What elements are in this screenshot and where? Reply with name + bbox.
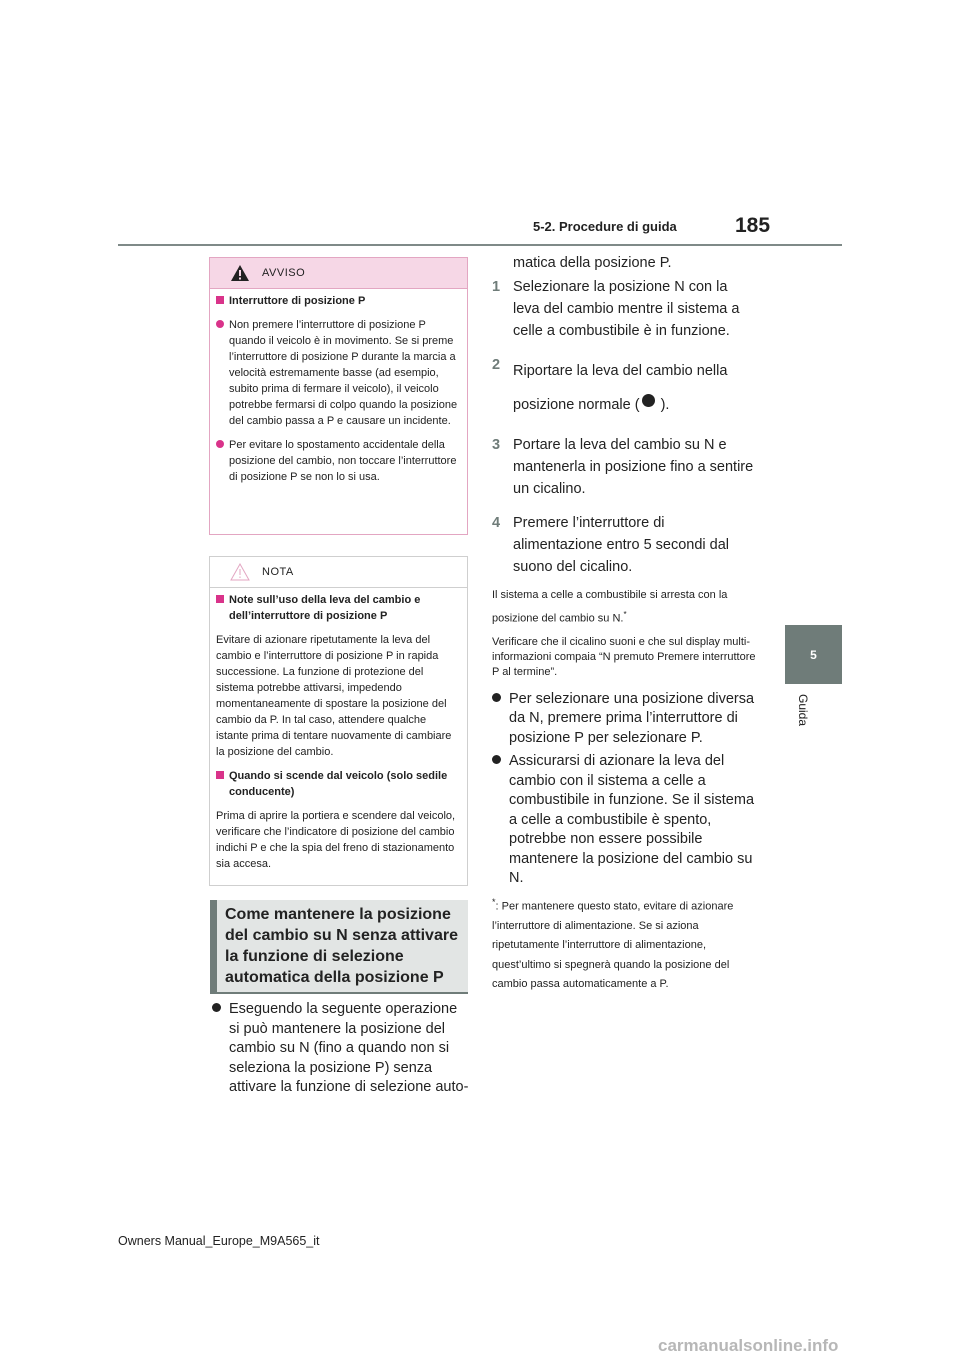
warning-heading: Interruttore di posizione P: [216, 293, 461, 309]
page-number: 185: [735, 214, 771, 237]
square-bullet-icon: [216, 296, 224, 304]
watermark: carmanualsonline.info: [658, 1336, 839, 1355]
right-bullet: Per selezionare una posizione diversa da N, premere prima l’interruttore di posizione P per selezionare P.: [492, 690, 757, 749]
note-box-header: [210, 557, 467, 588]
step-4: 4 Premere l’interruttore di alimentazione entro 5 secondi dal suono del cicalino.: [492, 515, 730, 575]
square-bullet-icon: [216, 771, 224, 779]
home-position-icon: [642, 394, 655, 407]
right-bullet: Assicurarsi di azionare la leva del cambio con il sistema a celle a combustibile in funzione. Se il sistema a celle a combustibile è spento, potrebbe non essere possibile mantenere la posizione del cambio su N.: [492, 752, 757, 889]
bullet-dot-icon: [492, 693, 501, 702]
bullet-dot-icon: [212, 1003, 221, 1012]
warning-title: AVVISO: [262, 267, 306, 279]
note-box: [209, 556, 468, 886]
note-text: Evitare di azionare ripetutamente la leva del cambio e l’interruttore di posizione P in rapida successione. La funzione di protezione del sistema potrebbe attivarsi, impedendo momentaneamente di spostare la posizione del cambio da P. In tal caso, attendere qualche istante prima di tentare nuovamente di cambiare la posizione del cambio.: [216, 634, 452, 758]
footnote: *: Per mantenere questo stato, evitare di azionare l’interruttore di alimentazione. Se si aziona ripetutamente l’interruttore di alimentazione, quest’ultimo si spegnerà quando la posizione del cambio passa automaticamente a P.: [492, 896, 734, 991]
header-rule: [118, 244, 842, 246]
warning-triangle-icon: [230, 264, 250, 282]
section-heading: [210, 900, 468, 994]
footer-text: Owners Manual_Europe_M9A565_it: [118, 1234, 320, 1248]
info-text: Il sistema a celle a combustibile si arresta con la posizione del cambio su N.*: [492, 589, 728, 625]
note-heading: Note sull’uso della leva del cambio e dell’interruttore di posizione P: [216, 592, 461, 624]
circle-bullet-icon: [216, 320, 224, 328]
square-bullet-icon: [216, 595, 224, 603]
bullet-dot-icon: [492, 755, 501, 764]
info-text: Verificare che il cicalino suoni e che sul display multi-informazioni compaia “N premuto Premere interruttore P al termine”.: [492, 635, 756, 678]
step-1: 1 Selezionare la posizione N con la leva del cambio mentre il sistema a celle a combustibile è in funzione.: [492, 279, 740, 339]
note-title: NOTA: [262, 566, 294, 578]
left-bullet: [212, 1000, 470, 1098]
chapter-number: 5: [810, 647, 817, 662]
chapter-label: Guida: [796, 694, 810, 727]
note-heading: Quando si scende dal veicolo (solo sedile conducente): [216, 768, 461, 800]
left-bullet-text: Eseguendo la seguente operazione si può mantenere la posizione del cambio su N (fino a quando non si seleziona la posizione P) senza attivare la funzione di selezione auto-: [229, 1001, 469, 1095]
chapter-tab: [785, 625, 842, 684]
note-text: Prima di aprire la portiera e scendere dal veicolo, verificare che l’indicatore di posizione del cambio indichi P e che la spia del freno di stazionamento sia accesa.: [216, 810, 456, 870]
continuation-text: matica della posizione P.: [513, 255, 672, 271]
right-column: [492, 252, 757, 995]
section-heading-text: Come mantenere la posizione del cambio su N senza attivare la funzione di selezione automatica della posizione P: [225, 906, 458, 986]
warning-box: [209, 257, 468, 535]
warning-box-header: [210, 258, 467, 289]
section-title: 5-2. Procedure di guida: [533, 219, 677, 234]
warning-item: Per evitare lo spostamento accidentale della posizione del cambio, non toccare l’interruttore di posizione P se non lo si usa.: [216, 437, 461, 485]
step-3: 3 Portare la leva del cambio su N e mantenerla in posizione fino a sentire un cicalino.: [492, 437, 754, 497]
warning-item: Non premere l’interruttore di posizione P quando il veicolo è in movimento. Se si preme l’interruttore di posizione P durante la marcia a velocità estremamente basse (ad esempio, subito prima di fermare il veicolo), il veicolo potrebbe fermarsi di colpo quando la posizione del cambio passa a P e causare un incidente.: [216, 317, 461, 429]
step-2: 2 Riportare la leva del cambio nella posizione normale ( ).: [492, 357, 728, 413]
caution-triangle-icon: [230, 563, 250, 581]
circle-bullet-icon: [216, 440, 224, 448]
